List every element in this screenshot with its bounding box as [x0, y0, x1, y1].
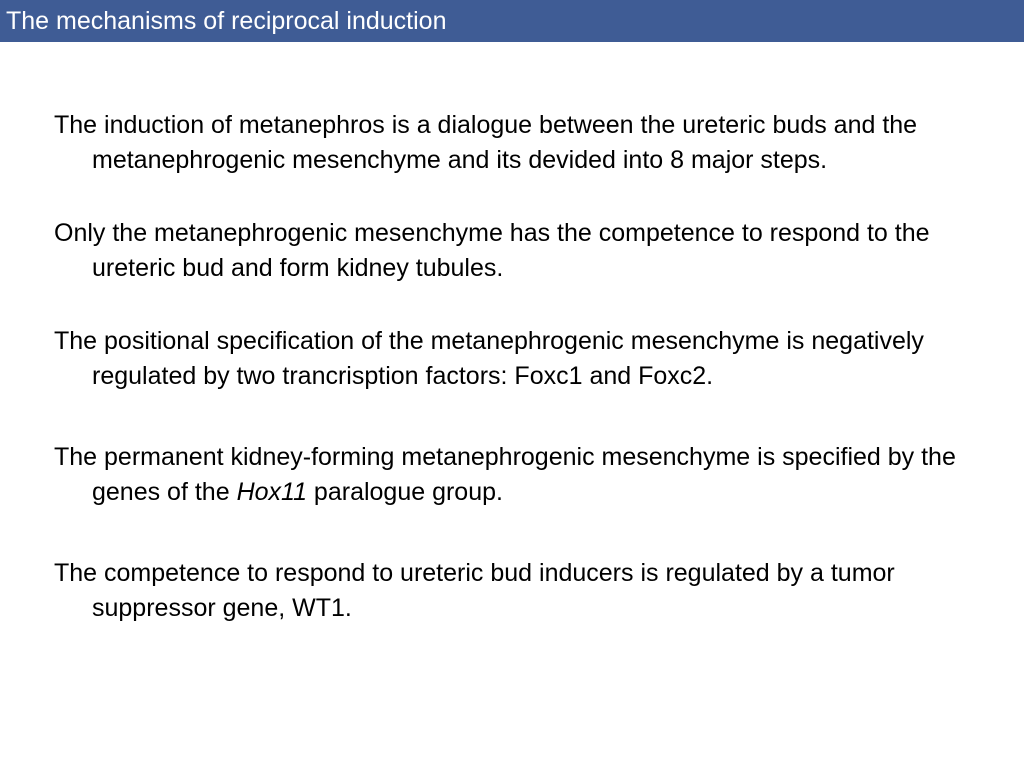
- slide-title-bar: [0, 0, 1024, 42]
- paragraph-induction-dialogue: The induction of metanephros is a dialogue between the ureteric buds and the metanephrogenic mesenchyme and its devided into 8 major steps.: [54, 111, 918, 174]
- paragraph-wt1-regulation: The competence to respond to ureteric bud inducers is regulated by a tumor suppressor gene, WT1.: [54, 559, 895, 622]
- paragraph-hox11-text-before: The permanent kidney-forming metanephrogenic mesenchyme is specified by the genes of the: [54, 443, 956, 506]
- gene-name-hox11: Hox11: [236, 478, 307, 506]
- paragraph-hox11-text-after: paralogue group.: [306, 478, 503, 506]
- paragraph-positional-specification: The positional specification of the metanephrogenic mesenchyme is negatively regulated by two trancrisption factors: Foxc1 and Foxc2.: [54, 327, 924, 390]
- paragraph-hox11-specification: [54, 440, 974, 510]
- slide-body: [54, 108, 974, 626]
- slide-title: The mechanisms of reciprocal induction: [6, 7, 447, 35]
- paragraph-competence-mesenchyme: Only the metanephrogenic mesenchyme has the competence to respond to the ureteric bud and form kidney tubules.: [54, 219, 930, 282]
